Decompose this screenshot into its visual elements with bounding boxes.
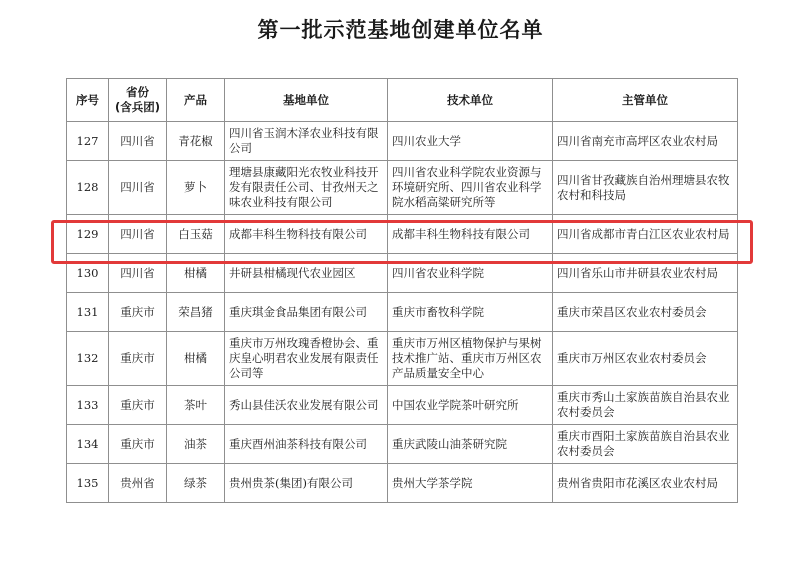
cell-province: 四川省 xyxy=(109,254,167,293)
cell-base: 重庆酉州油茶科技有限公司 xyxy=(225,425,388,464)
table-row-highlighted xyxy=(67,215,738,254)
table-row xyxy=(67,386,738,425)
demonstration-base-table xyxy=(66,78,738,503)
cell-product: 白玉菇 xyxy=(167,215,225,254)
table-row xyxy=(67,332,738,386)
cell-num: 133 xyxy=(67,386,109,425)
cell-product: 柑橘 xyxy=(167,254,225,293)
cell-base: 井研县柑橘现代农业园区 xyxy=(225,254,388,293)
cell-tech: 重庆武陵山油茶研究院 xyxy=(388,425,553,464)
table-header-row xyxy=(67,79,738,122)
cell-authority: 重庆市秀山土家族苗族自治县农业农村委员会 xyxy=(553,386,738,425)
cell-authority: 四川省甘孜藏族自治州理塘县农牧农村和科技局 xyxy=(553,161,738,215)
cell-base: 贵州贵茶(集团)有限公司 xyxy=(225,464,388,503)
table-row xyxy=(67,425,738,464)
cell-tech: 中国农业学院茶叶研究所 xyxy=(388,386,553,425)
cell-tech: 重庆市畜牧科学院 xyxy=(388,293,553,332)
cell-authority: 重庆市荣昌区农业农村委员会 xyxy=(553,293,738,332)
cell-province: 重庆市 xyxy=(109,293,167,332)
cell-num: 131 xyxy=(67,293,109,332)
table-row xyxy=(67,464,738,503)
header-province-line2: (含兵团) xyxy=(114,100,160,114)
cell-base: 重庆琪金食品集团有限公司 xyxy=(225,293,388,332)
cell-base: 四川省玉润木泽农业科技有限公司 xyxy=(225,122,388,161)
cell-province: 四川省 xyxy=(109,215,167,254)
header-num: 序号 xyxy=(67,79,109,122)
cell-tech: 重庆市万州区植物保护与果树技术推广站、重庆市万州区农产品质量安全中心 xyxy=(388,332,553,386)
cell-province: 重庆市 xyxy=(109,332,167,386)
table-row xyxy=(67,122,738,161)
cell-product: 青花椒 xyxy=(167,122,225,161)
cell-product: 绿茶 xyxy=(167,464,225,503)
cell-province: 重庆市 xyxy=(109,425,167,464)
cell-product: 油茶 xyxy=(167,425,225,464)
cell-base: 理塘县康藏阳光农牧业科技开发有限责任公司、甘孜州天之味农业科技有限公司 xyxy=(225,161,388,215)
cell-province: 四川省 xyxy=(109,122,167,161)
cell-authority: 四川省乐山市井研县农业农村局 xyxy=(553,254,738,293)
cell-base: 重庆市万州玫瑰香橙协会、重庆皇心明君农业发展有限责任公司等 xyxy=(225,332,388,386)
cell-province: 重庆市 xyxy=(109,386,167,425)
cell-num: 127 xyxy=(67,122,109,161)
cell-base: 秀山县佳沃农业发展有限公司 xyxy=(225,386,388,425)
table-row xyxy=(67,293,738,332)
cell-num: 134 xyxy=(67,425,109,464)
cell-tech: 四川省农业科学院 xyxy=(388,254,553,293)
cell-authority: 重庆市酉阳土家族苗族自治县农业农村委员会 xyxy=(553,425,738,464)
cell-province: 贵州省 xyxy=(109,464,167,503)
header-province-line1: 省份 xyxy=(126,85,149,99)
header-base: 基地单位 xyxy=(225,79,388,122)
cell-tech: 成都丰科生物科技有限公司 xyxy=(388,215,553,254)
table-row xyxy=(67,254,738,293)
cell-product: 茶叶 xyxy=(167,386,225,425)
cell-product: 荣昌猪 xyxy=(167,293,225,332)
header-product: 产品 xyxy=(167,79,225,122)
cell-tech: 贵州大学茶学院 xyxy=(388,464,553,503)
table-row xyxy=(67,161,738,215)
header-province xyxy=(109,79,167,122)
cell-authority: 四川省成都市青白江区农业农村局 xyxy=(553,215,738,254)
cell-num: 128 xyxy=(67,161,109,215)
cell-num: 135 xyxy=(67,464,109,503)
cell-product: 萝卜 xyxy=(167,161,225,215)
cell-tech: 四川省农业科学院农业资源与环境研究所、四川省农业科学院水稻高粱研究所等 xyxy=(388,161,553,215)
cell-num: 129 xyxy=(67,215,109,254)
cell-product: 柑橘 xyxy=(167,332,225,386)
cell-authority: 贵州省贵阳市花溪区农业农村局 xyxy=(553,464,738,503)
cell-num: 132 xyxy=(67,332,109,386)
cell-authority: 四川省南充市高坪区农业农村局 xyxy=(553,122,738,161)
cell-province: 四川省 xyxy=(109,161,167,215)
header-authority: 主管单位 xyxy=(553,79,738,122)
page-title: 第一批示范基地创建单位名单 xyxy=(257,18,544,42)
cell-num: 130 xyxy=(67,254,109,293)
cell-authority: 重庆市万州区农业农村委员会 xyxy=(553,332,738,386)
cell-base: 成都丰科生物科技有限公司 xyxy=(225,215,388,254)
cell-tech: 四川农业大学 xyxy=(388,122,553,161)
header-tech: 技术单位 xyxy=(388,79,553,122)
